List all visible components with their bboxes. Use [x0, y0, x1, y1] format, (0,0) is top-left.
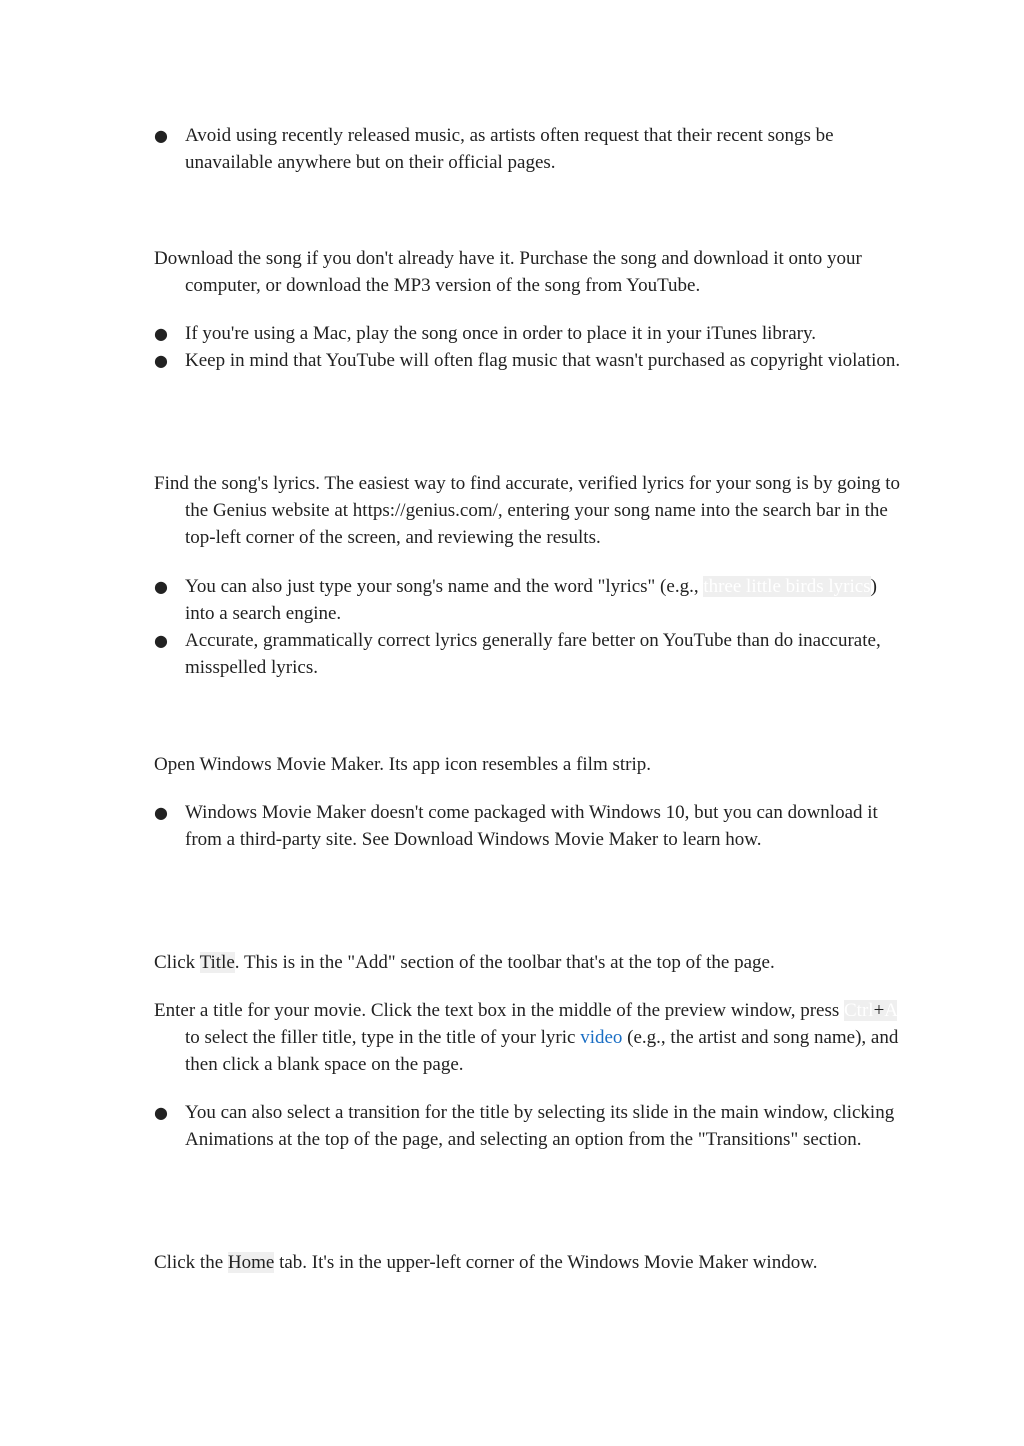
text-run: tab. It's in the upper-left corner of the Windows Movie Maker window.	[274, 1252, 818, 1273]
section-open-movie-maker-bullets	[154, 799, 902, 853]
bullet-text: Keep in mind that YouTube will often flag music that wasn't purchased as copyright violation.	[185, 350, 901, 371]
section-open-movie-maker	[154, 751, 902, 778]
bullet-list	[154, 122, 902, 176]
text-run: Click the	[154, 1252, 228, 1273]
bullet-text: If you're using a Mac, play the song once in order to place it in your iTunes library.	[185, 323, 816, 344]
key-ctrl: Ctrl	[844, 1000, 874, 1021]
title-button-chip: Title	[199, 952, 235, 973]
list-item	[154, 799, 902, 853]
section-find-lyrics-bullets	[154, 573, 902, 681]
section-click-home	[154, 1249, 902, 1276]
bullet-text: Avoid using recently released music, as artists often request that their recent songs be unavailable anywhere but on their official pages.	[185, 125, 834, 173]
text-run: to select the filler title, type in the title of your lyric	[185, 1027, 581, 1048]
text-run: . This is in the "Add" section of the toolbar that's at the top of the page.	[234, 952, 775, 973]
section-enter-title	[154, 997, 902, 1078]
bullet-list	[154, 1099, 902, 1153]
text-run: Click	[154, 952, 200, 973]
bullet-marker: ●	[154, 803, 168, 822]
step-paragraph: Download the song if you don't already have it. Purchase the song and download it onto your computer, or download the MP3 version of the song from YouTube.	[154, 248, 862, 296]
section-click-title	[154, 949, 902, 976]
bullet-marker: ●	[154, 577, 168, 596]
search-example-chip: three little birds lyrics	[703, 576, 871, 597]
bullet-list	[154, 799, 902, 853]
bullet-text: Windows Movie Maker doesn't come packaged with Windows 10, but you can download it from a third-party site. See Download Windows Movie Maker to learn how.	[185, 802, 878, 850]
list-item	[154, 347, 902, 374]
bullet-list	[154, 320, 902, 374]
key-a: A	[884, 1000, 897, 1021]
section-find-lyrics	[154, 470, 902, 551]
step-paragraph: Find the song's lyrics. The easiest way to find accurate, verified lyrics for your song is by going to the Genius website at https://genius.com/, entering your song name into the search bar in the top-left corner of the screen, and reviewing the results.	[154, 473, 901, 548]
section-download-song	[154, 245, 902, 299]
bullet-text: You can also select a transition for the title by selecting its slide in the main window, clicking Animations at the top of the page, and selecting an option from the "Transitions" section.	[185, 1102, 895, 1150]
bullet-marker: ●	[154, 126, 168, 145]
list-item	[154, 1099, 902, 1153]
bullet-list	[154, 573, 902, 681]
list-item	[154, 122, 902, 176]
key-plus: +	[873, 1000, 885, 1021]
section-download-song-bullets	[154, 320, 902, 374]
bullet-marker: ●	[154, 351, 168, 370]
list-item	[154, 573, 902, 627]
list-item	[154, 320, 902, 347]
bullet-text-before: You can also just type your song's name and the word "lyrics" (e.g.,	[185, 576, 704, 597]
bullet-text-after: ) into a search engine.	[185, 576, 877, 624]
step-paragraph	[154, 949, 902, 976]
step-paragraph: Open Windows Movie Maker. Its app icon resembles a film strip.	[154, 754, 652, 775]
bullet-text: Accurate, grammatically correct lyrics generally fare better on YouTube than do inaccurate, misspelled lyrics.	[185, 630, 881, 678]
video-link[interactable]: video	[580, 1027, 623, 1048]
bullet-marker: ●	[154, 324, 168, 343]
section-avoid-recent-music	[154, 122, 902, 176]
bullet-marker: ●	[154, 1103, 168, 1122]
step-paragraph	[154, 1249, 902, 1276]
text-run: (e.g., the artist and song name), and then click a blank space on the page.	[185, 1027, 899, 1075]
text-run: Enter a title for your movie. Click the text box in the middle of the preview window, press	[154, 1000, 844, 1021]
step-paragraph	[154, 997, 902, 1078]
home-tab-chip: Home	[227, 1252, 275, 1273]
section-enter-title-bullets	[154, 1099, 902, 1153]
list-item	[154, 627, 902, 681]
bullet-marker: ●	[154, 631, 168, 650]
